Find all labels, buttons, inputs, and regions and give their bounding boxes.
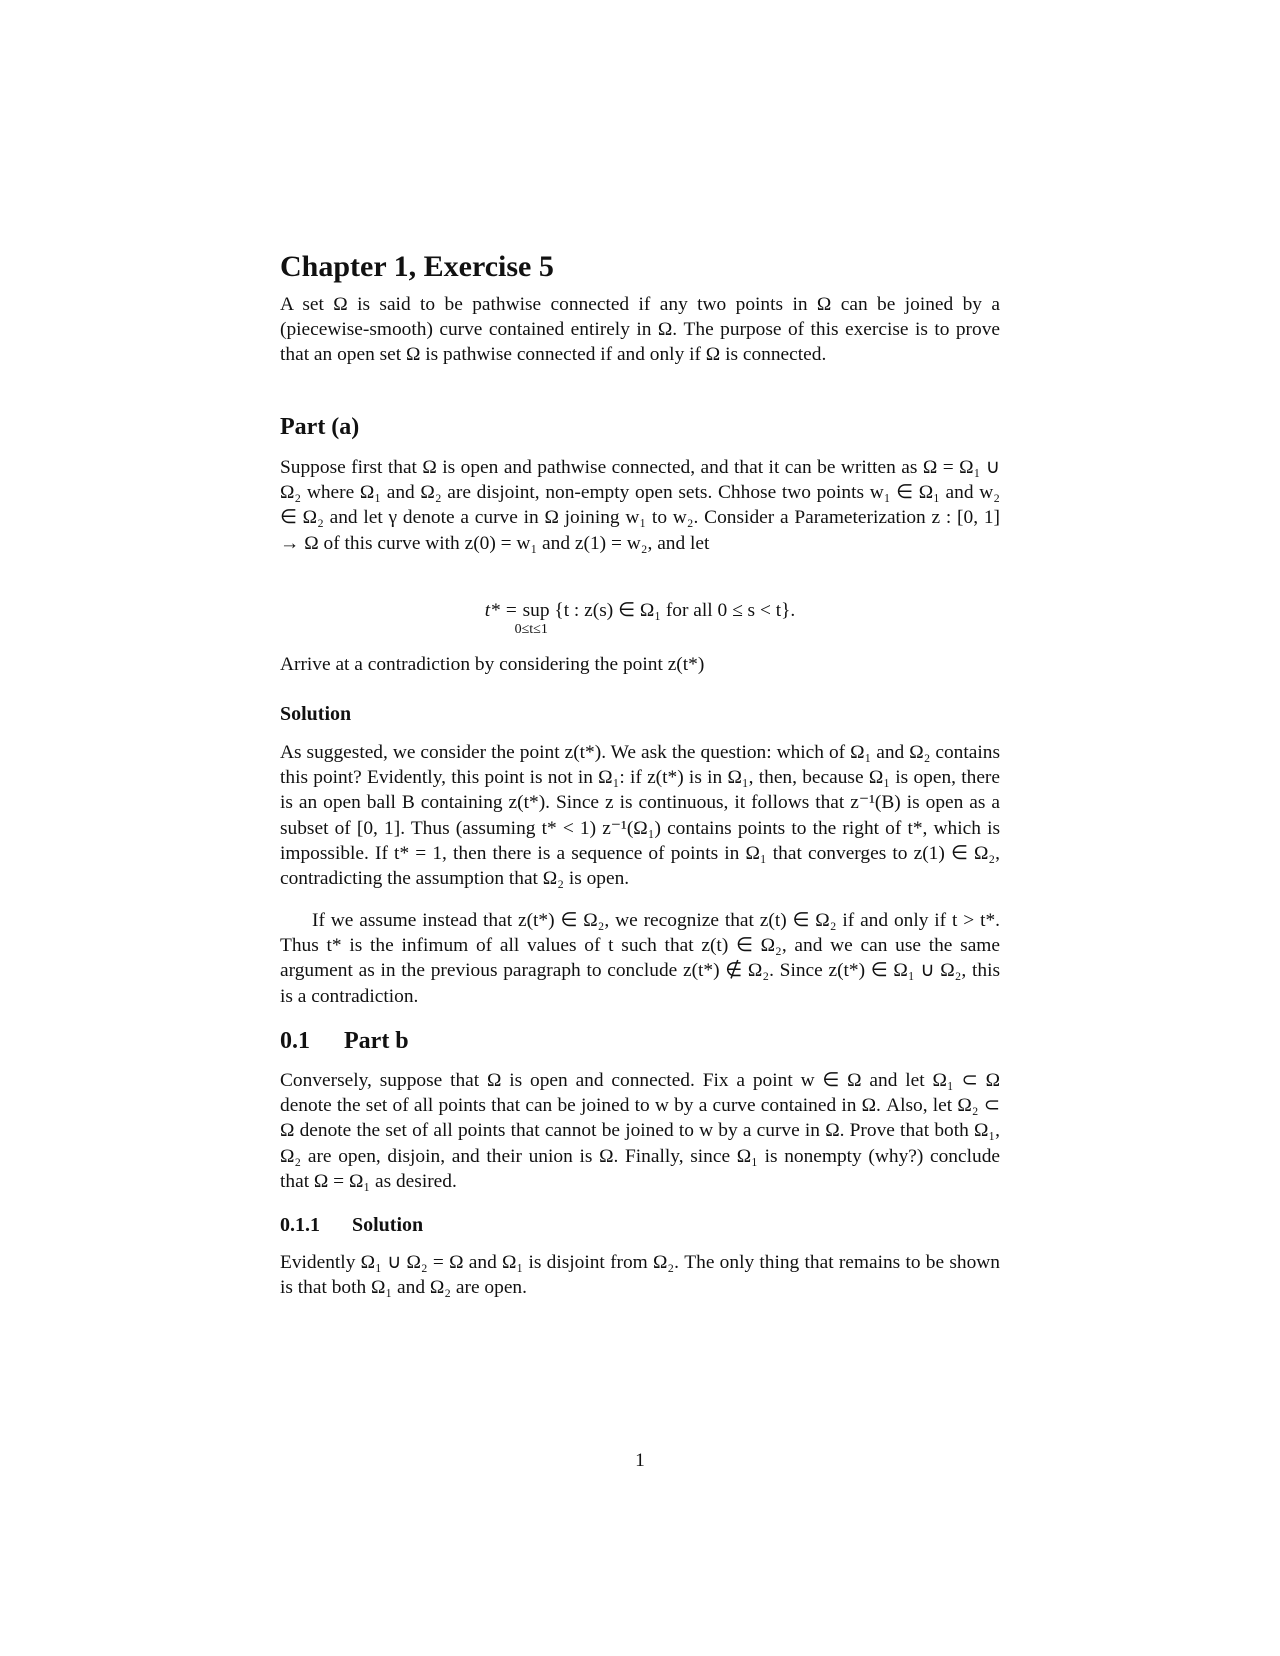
part-b-title: Part b: [344, 1028, 409, 1054]
equation-sup: [514, 600, 550, 637]
part-b-number: 0.1: [280, 1028, 310, 1054]
part-b-heading: [280, 1028, 409, 1055]
intro-paragraph: A set Ω is said to be pathwise connected if any two points in Ω can be joined by a (piecewise-smooth) curve contained entirely in Ω. The purpose of this exercise is to prove that an open set Ω is pathwise connected if and only if Ω is connected.: [280, 294, 1000, 366]
part-b-paragraph: Conversely, suppose that Ω is open and connected. Fix a point w ∈ Ω and let Ω₁ ⊂ Ω denote the set of all points that can be joined to w by a curve contained in Ω. Also, let Ω₂ ⊂ Ω denote the set of all points that cannot be joined to w by a curve in Ω. Prove that both Ω₁, Ω₂ are open, disjoin, and their union is Ω. Finally, since Ω₁ is nonempty (why?) conclude that Ω = Ω₁ as desired.: [280, 1070, 1000, 1192]
solution-b-heading: [280, 1214, 423, 1237]
sup-operator: sup: [522, 600, 550, 621]
part-a-paragraph: Suppose first that Ω is open and pathwise connected, and that it can be written as Ω = Ω₁ ∪ Ω₂ where Ω₁ and Ω₂ are disjoint, non-empty open sets. Chhose two points w₁ ∈ Ω₁ and w₂ ∈ Ω₂ and let γ denote a curve in Ω joining w₁ to w₂. Consider a Parameterization z : [0, 1] → Ω of this curve with z(0) = w₁ and z(1) = w₂, and let: [280, 457, 1000, 554]
part-a-heading: Part (a): [280, 414, 360, 440]
page-title: Chapter 1, Exercise 5: [280, 250, 554, 283]
solution-a-heading: Solution: [280, 703, 352, 725]
solution-b-title: Solution: [352, 1214, 424, 1236]
equation-lhs: t* =: [484, 600, 523, 621]
equation-rhs: {t : z(s) ∈ Ω₁ for all 0 ≤ s < t}.: [554, 600, 796, 621]
page-number: 1: [635, 1450, 645, 1471]
solution-b-paragraph: Evidently Ω₁ ∪ Ω₂ = Ω and Ω₁ is disjoint from Ω₂. The only thing that remains to be shown is that both Ω₁ and Ω₂ are open.: [280, 1252, 1000, 1299]
display-equation: [280, 598, 1000, 637]
solution-b-number: 0.1.1: [280, 1214, 320, 1236]
sup-subscript: 0≤t≤1: [514, 622, 548, 637]
solution-a-paragraph-1: As suggested, we consider the point z(t*). We ask the question: which of Ω₁ and Ω₂ contains this point? Evidently, this point is not in Ω₁: if z(t*) is in Ω₁, then, because Ω₁ is open, there is an open ball B containing z(t*). Since z is continuous, it follows that z⁻¹(B) is open as a subset of [0, 1]. Thus (assuming t* < 1) z⁻¹(Ω₁) contains points to the right of t*, which is impossible. If t* = 1, then there is a sequence of points in Ω₁ that converges to z(1) ∈ Ω₂, contradicting the assumption that Ω₂ is open.: [280, 742, 1000, 890]
part-a-followup: Arrive at a contradiction by considering the point z(t*): [280, 654, 705, 675]
solution-a-paragraph-2: If we assume instead that z(t*) ∈ Ω₂, we recognize that z(t) ∈ Ω₂ if and only if t > t*. Thus t* is the infimum of all values of t such that z(t) ∈ Ω₂, and we can use the same argument as in the previous paragraph to conclude z(t*) ∉ Ω₂. Since z(t*) ∈ Ω₁ ∪ Ω₂, this is a contradiction.: [280, 910, 1000, 1007]
